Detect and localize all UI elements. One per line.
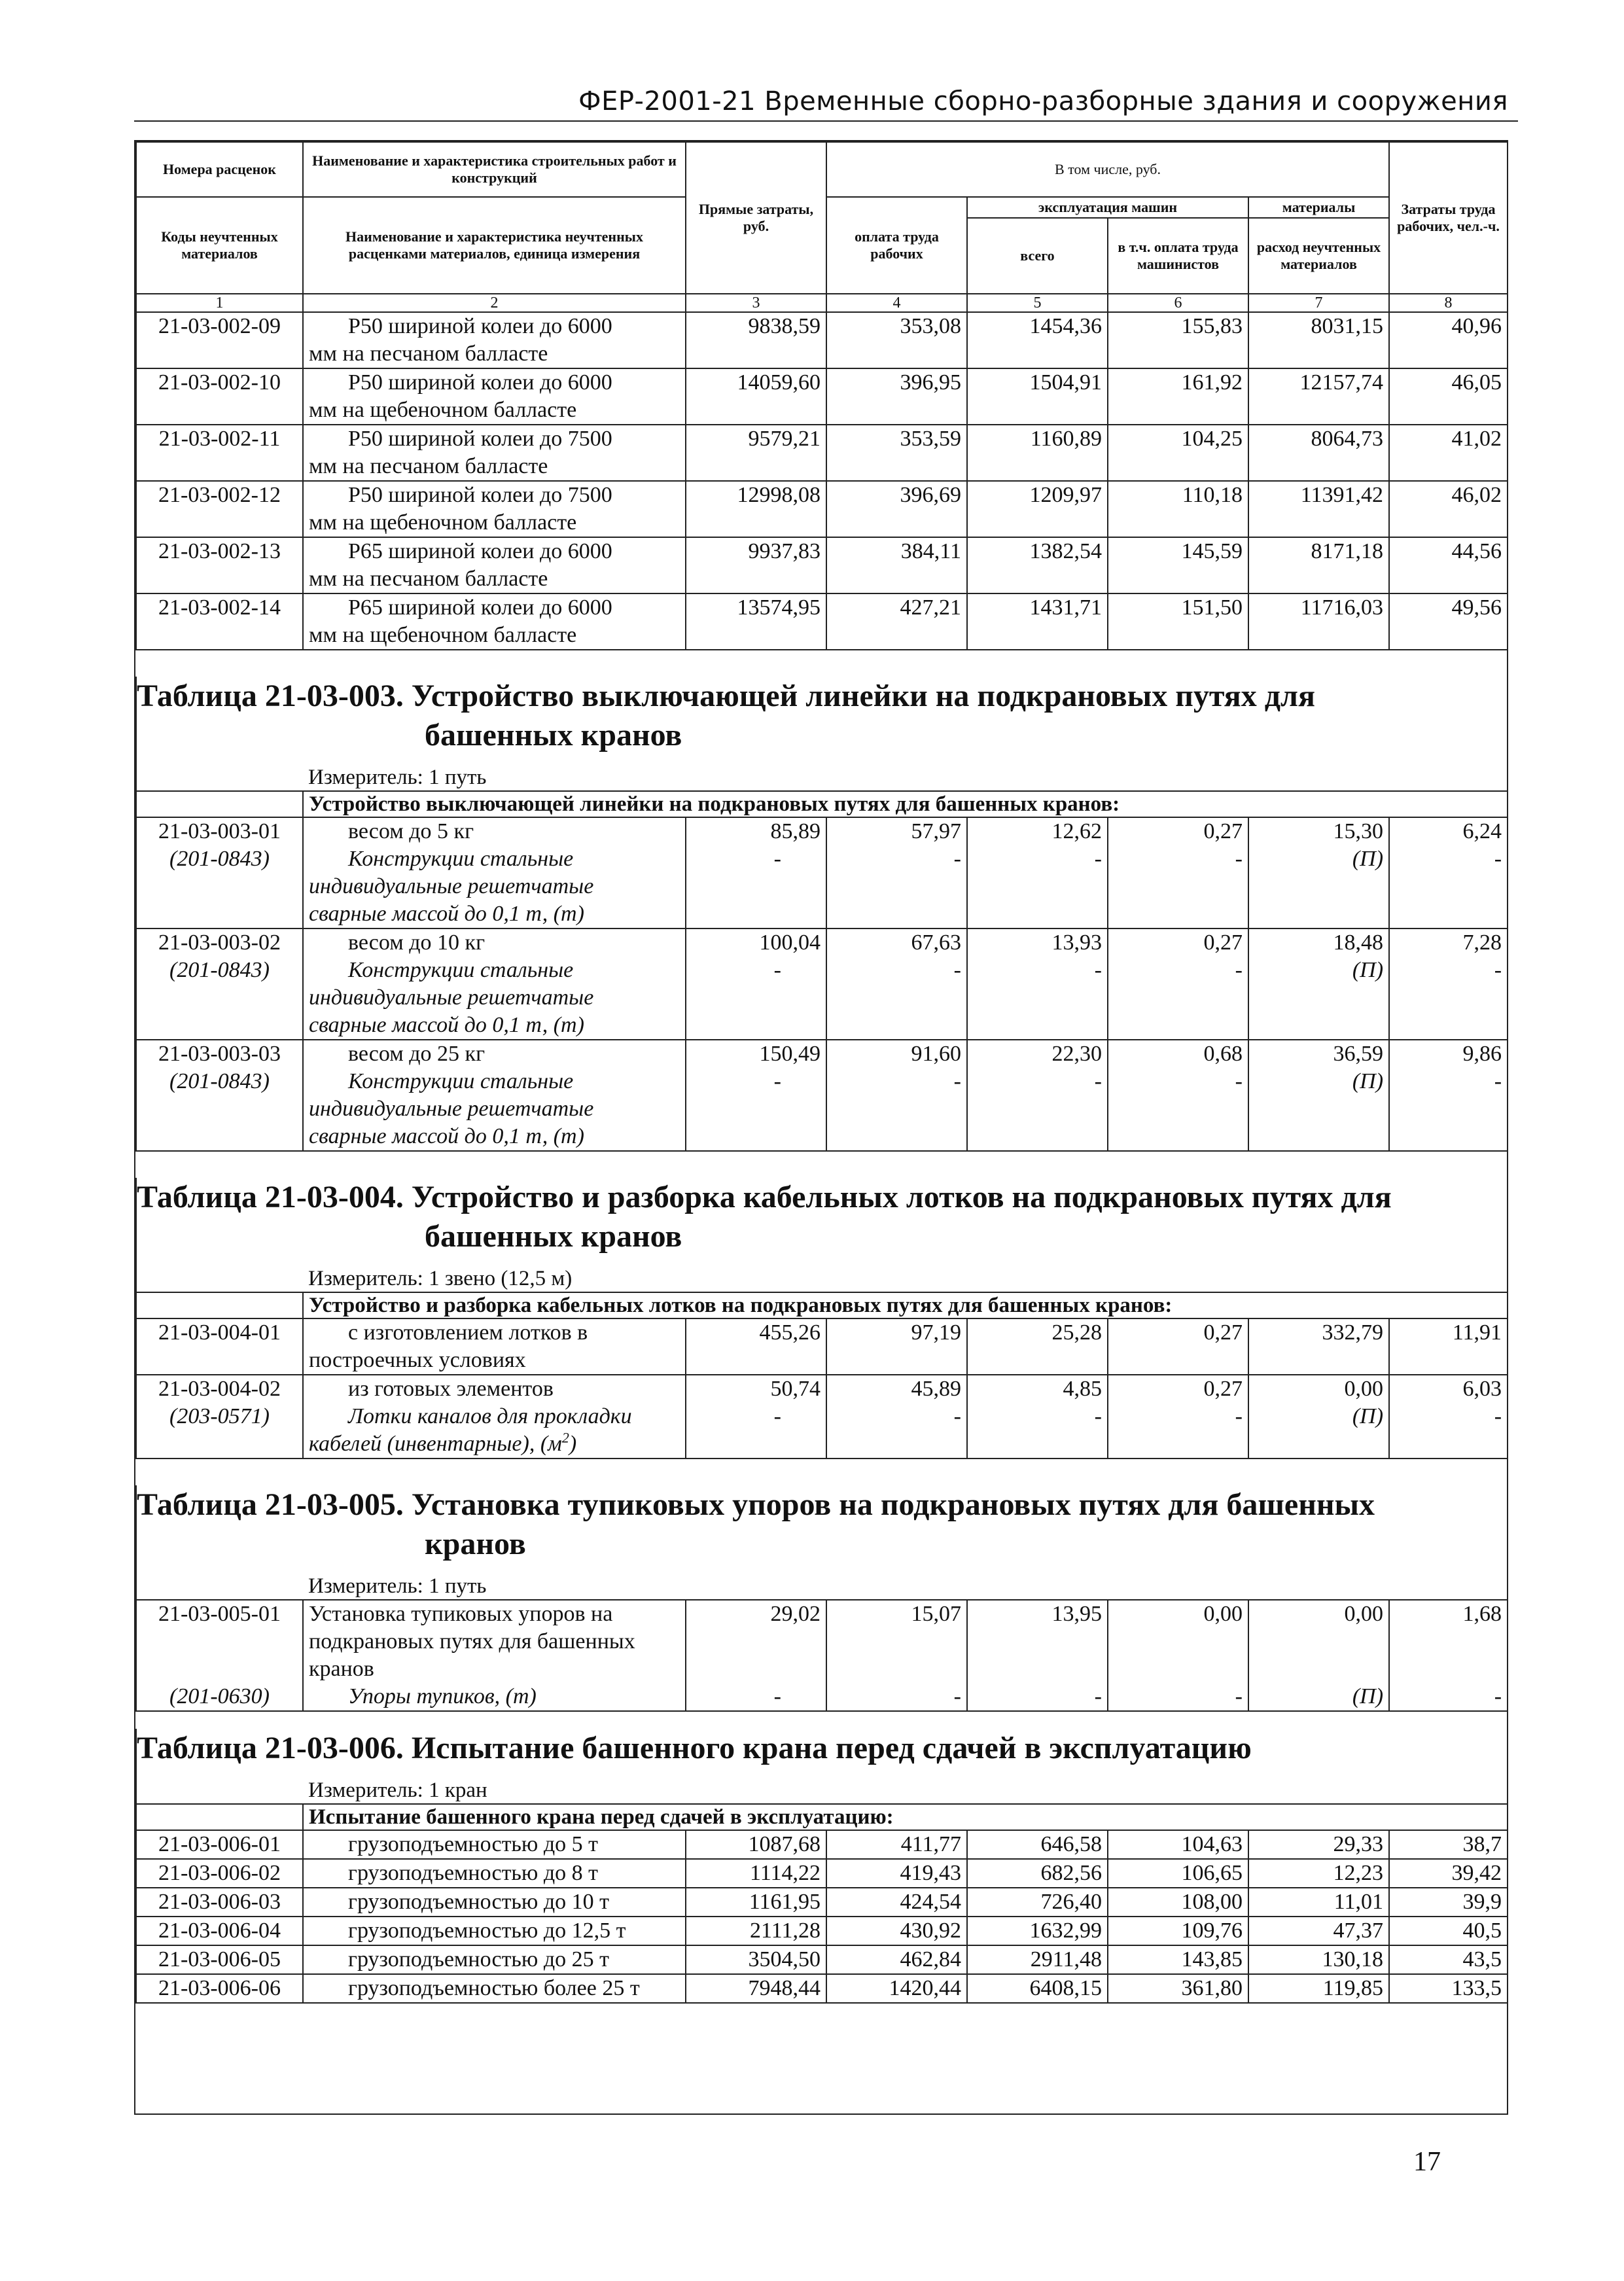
table-row: 21-03-002-14 Р65 шириной колеи до 6000 мм на щебеночном балласте 13574,95 427,21 1431,71 151,50 11716,03 49,56 (136, 593, 1508, 650)
table-row: 21-03-003-03 (201-0843) весом до 25 кг Конструкции стальные индивидуальные решетчатые сварные массой до 0,1 т, (т) 150,49 - 91,60 - 22,30 - 0,68 - 36,59 (П) 9,86 - (136, 1040, 1508, 1151)
group-title: Устройство выключающей линейки на подкрановых путях для башенных кранов: (303, 791, 1508, 817)
col-number: 2 (303, 294, 686, 312)
section-title-line2: башенных кранов (425, 718, 682, 752)
column-number-row (136, 294, 1508, 312)
col-header-machines-total: всего (967, 218, 1108, 294)
table-row: 21-03-002-10 Р50 шириной колеи до 6000 мм на щебеночном балласте 14059,60 396,95 1504,91 161,92 12157,74 46,05 (136, 368, 1508, 425)
measure-unit: Измеритель: 1 звено (12,5 м) (303, 1256, 1508, 1292)
col-header-including: В том числе, руб. (826, 142, 1389, 197)
table-row: 21-03-002-09 Р50 шириной колеи до 6000 мм на песчаном балласте 9838,59 353,08 1454,36 155,83 8031,15 40,96 (136, 312, 1508, 368)
table-row: 21-03-002-13 Р65 шириной колеи до 6000 мм на песчаном балласте 9937,83 384,11 1382,54 145,59 8171,18 44,56 (136, 537, 1508, 593)
col-header-material-codes: Коды неучтенных материалов (136, 197, 303, 294)
section-title-line1: Таблица 21-03-005. Установка тупиковых упоров на подкрановых путях для башенных (137, 1487, 1375, 1522)
col-header-materials: материалы (1248, 197, 1389, 218)
col-number: 8 (1389, 294, 1508, 312)
col-header-labor-costs: Затраты труда рабочих, чел.-ч. (1389, 142, 1508, 294)
table-row: 21-03-006-02 грузоподъемностью до 8 т 1114,22 419,43 682,56 106,65 12,23 39,42 (136, 1859, 1508, 1888)
table-row: 21-03-006-04 грузоподъемностью до 12,5 т 2111,28 430,92 1632,99 109,76 47,37 40,5 (136, 1917, 1508, 1945)
table-row: 21-03-006-01 грузоподъемностью до 5 т 1087,68 411,77 646,58 104,63 29,33 38,7 (136, 1830, 1508, 1859)
column-header-row (136, 142, 1508, 197)
section-title-line1: Таблица 21-03-004. Устройство и разборка кабельных лотков на подкрановых путях для (137, 1180, 1392, 1214)
section-title-line2: кранов (425, 1527, 526, 1561)
running-header (134, 77, 1518, 122)
table-row: 21-03-004-02 (203-0571) из готовых элементов Лотки каналов для прокладки кабелей (инвентарные), $(м^2)$ 50,74 - 45,89 - 4,85 - 0,27 - 0,00 (П) 6,03 - (136, 1375, 1508, 1459)
group-title: Устройство и разборка кабельных лотков на подкрановых путях для башенных кранов: (303, 1292, 1508, 1318)
section-title (136, 677, 1508, 716)
rates-table (135, 141, 1508, 2004)
col-header-material-name: Наименование и характеристика неучтенных расценками материалов, единица измерения (303, 197, 686, 294)
measure-unit: Измеритель: 1 кран (303, 1768, 1508, 1804)
table-row: 21-03-006-06 грузоподъемностью более 25 т 7948,44 1420,44 6408,15 361,80 119,85 133,5 (136, 1974, 1508, 2003)
col-header-operator-pay: в т.ч. оплата труда машинистов (1108, 218, 1248, 294)
col-number: 7 (1248, 294, 1389, 312)
section-title (136, 1729, 1508, 1768)
group-title: Испытание башенного крана перед сдачей в эксплуатацию: (303, 1804, 1508, 1830)
col-number: 6 (1108, 294, 1248, 312)
table-row: 21-03-005-01 (201-0630) Установка тупиковых упоров на подкрановых путях для башенных кранов Упоры тупиков, (т) 29,02 - 15,07 - 13,95 - 0,00 - 0,00 (П) 1,68 - (136, 1600, 1508, 1711)
section-title (136, 1485, 1508, 1525)
table-row: 21-03-006-05 грузоподъемностью до 25 т 3504,50 462,84 2911,48 143,85 130,18 43,5 (136, 1945, 1508, 1974)
col-header-rate-number: Номера расценок (136, 142, 303, 197)
section-title-line1: Таблица 21-03-006. Испытание башенного крана перед сдачей в эксплуатацию (137, 1731, 1252, 1765)
section-title-line1: Таблица 21-03-003. Устройство выключающей линейки на подкрановых путях для (137, 679, 1315, 713)
col-number: 3 (686, 294, 826, 312)
measure-unit: Измеритель: 1 путь (303, 1564, 1508, 1600)
page-number: 17 (1413, 2147, 1441, 2177)
col-number: 5 (967, 294, 1108, 312)
table-row: 21-03-004-01 с изготовлением лотков в построечных условиях 455,26 97,19 25,28 0,27 332,79 11,91 (136, 1318, 1508, 1375)
measure-unit: Измеритель: 1 путь (303, 755, 1508, 791)
col-header-material-consumption: расход неучтенных материалов (1248, 218, 1389, 294)
col-number: 4 (826, 294, 967, 312)
col-header-worker-pay: оплата труда рабочих (826, 197, 967, 294)
section-title-line2: башенных кранов (425, 1219, 682, 1254)
section-title (136, 1178, 1508, 1217)
table-row: 21-03-002-11 Р50 шириной колеи до 7500 мм на песчаном балласте 9579,21 353,59 1160,89 104,25 8064,73 41,02 (136, 425, 1508, 481)
col-header-machine-operation: эксплуатация машин (967, 197, 1248, 218)
table-row: 21-03-006-03 грузоподъемностью до 10 т 1161,95 424,54 726,40 108,00 11,01 39,9 (136, 1888, 1508, 1917)
table-row: 21-03-003-02 (201-0843) весом до 10 кг Конструкции стальные индивидуальные решетчатые сварные массой до 0,1 т, (т) 100,04 - 67,63 - 13,93 - 0,27 - 18,48 (П) 7,28 - (136, 928, 1508, 1040)
table-row: 21-03-003-01 (201-0843) весом до 5 кг Конструкции стальные индивидуальные решетчатые сварные массой до 0,1 т, (т) 85,89 - 57,97 - 12,62 - 0,27 - 15,30 (П) 6,24 - (136, 817, 1508, 928)
col-header-work-name: Наименование и характеристика строительных работ и конструкций (303, 142, 686, 197)
table-row: 21-03-002-12 Р50 шириной колеи до 7500 мм на щебеночном балласте 12998,08 396,69 1209,97 110,18 11391,42 46,02 (136, 481, 1508, 537)
running-header-text: ФЕР-2001-21 Временные сборно-разборные здания и сооружения (578, 86, 1508, 116)
col-header-direct-costs: Прямые затраты, руб. (686, 142, 826, 294)
col-number: 1 (136, 294, 303, 312)
rates-document (134, 140, 1508, 2115)
